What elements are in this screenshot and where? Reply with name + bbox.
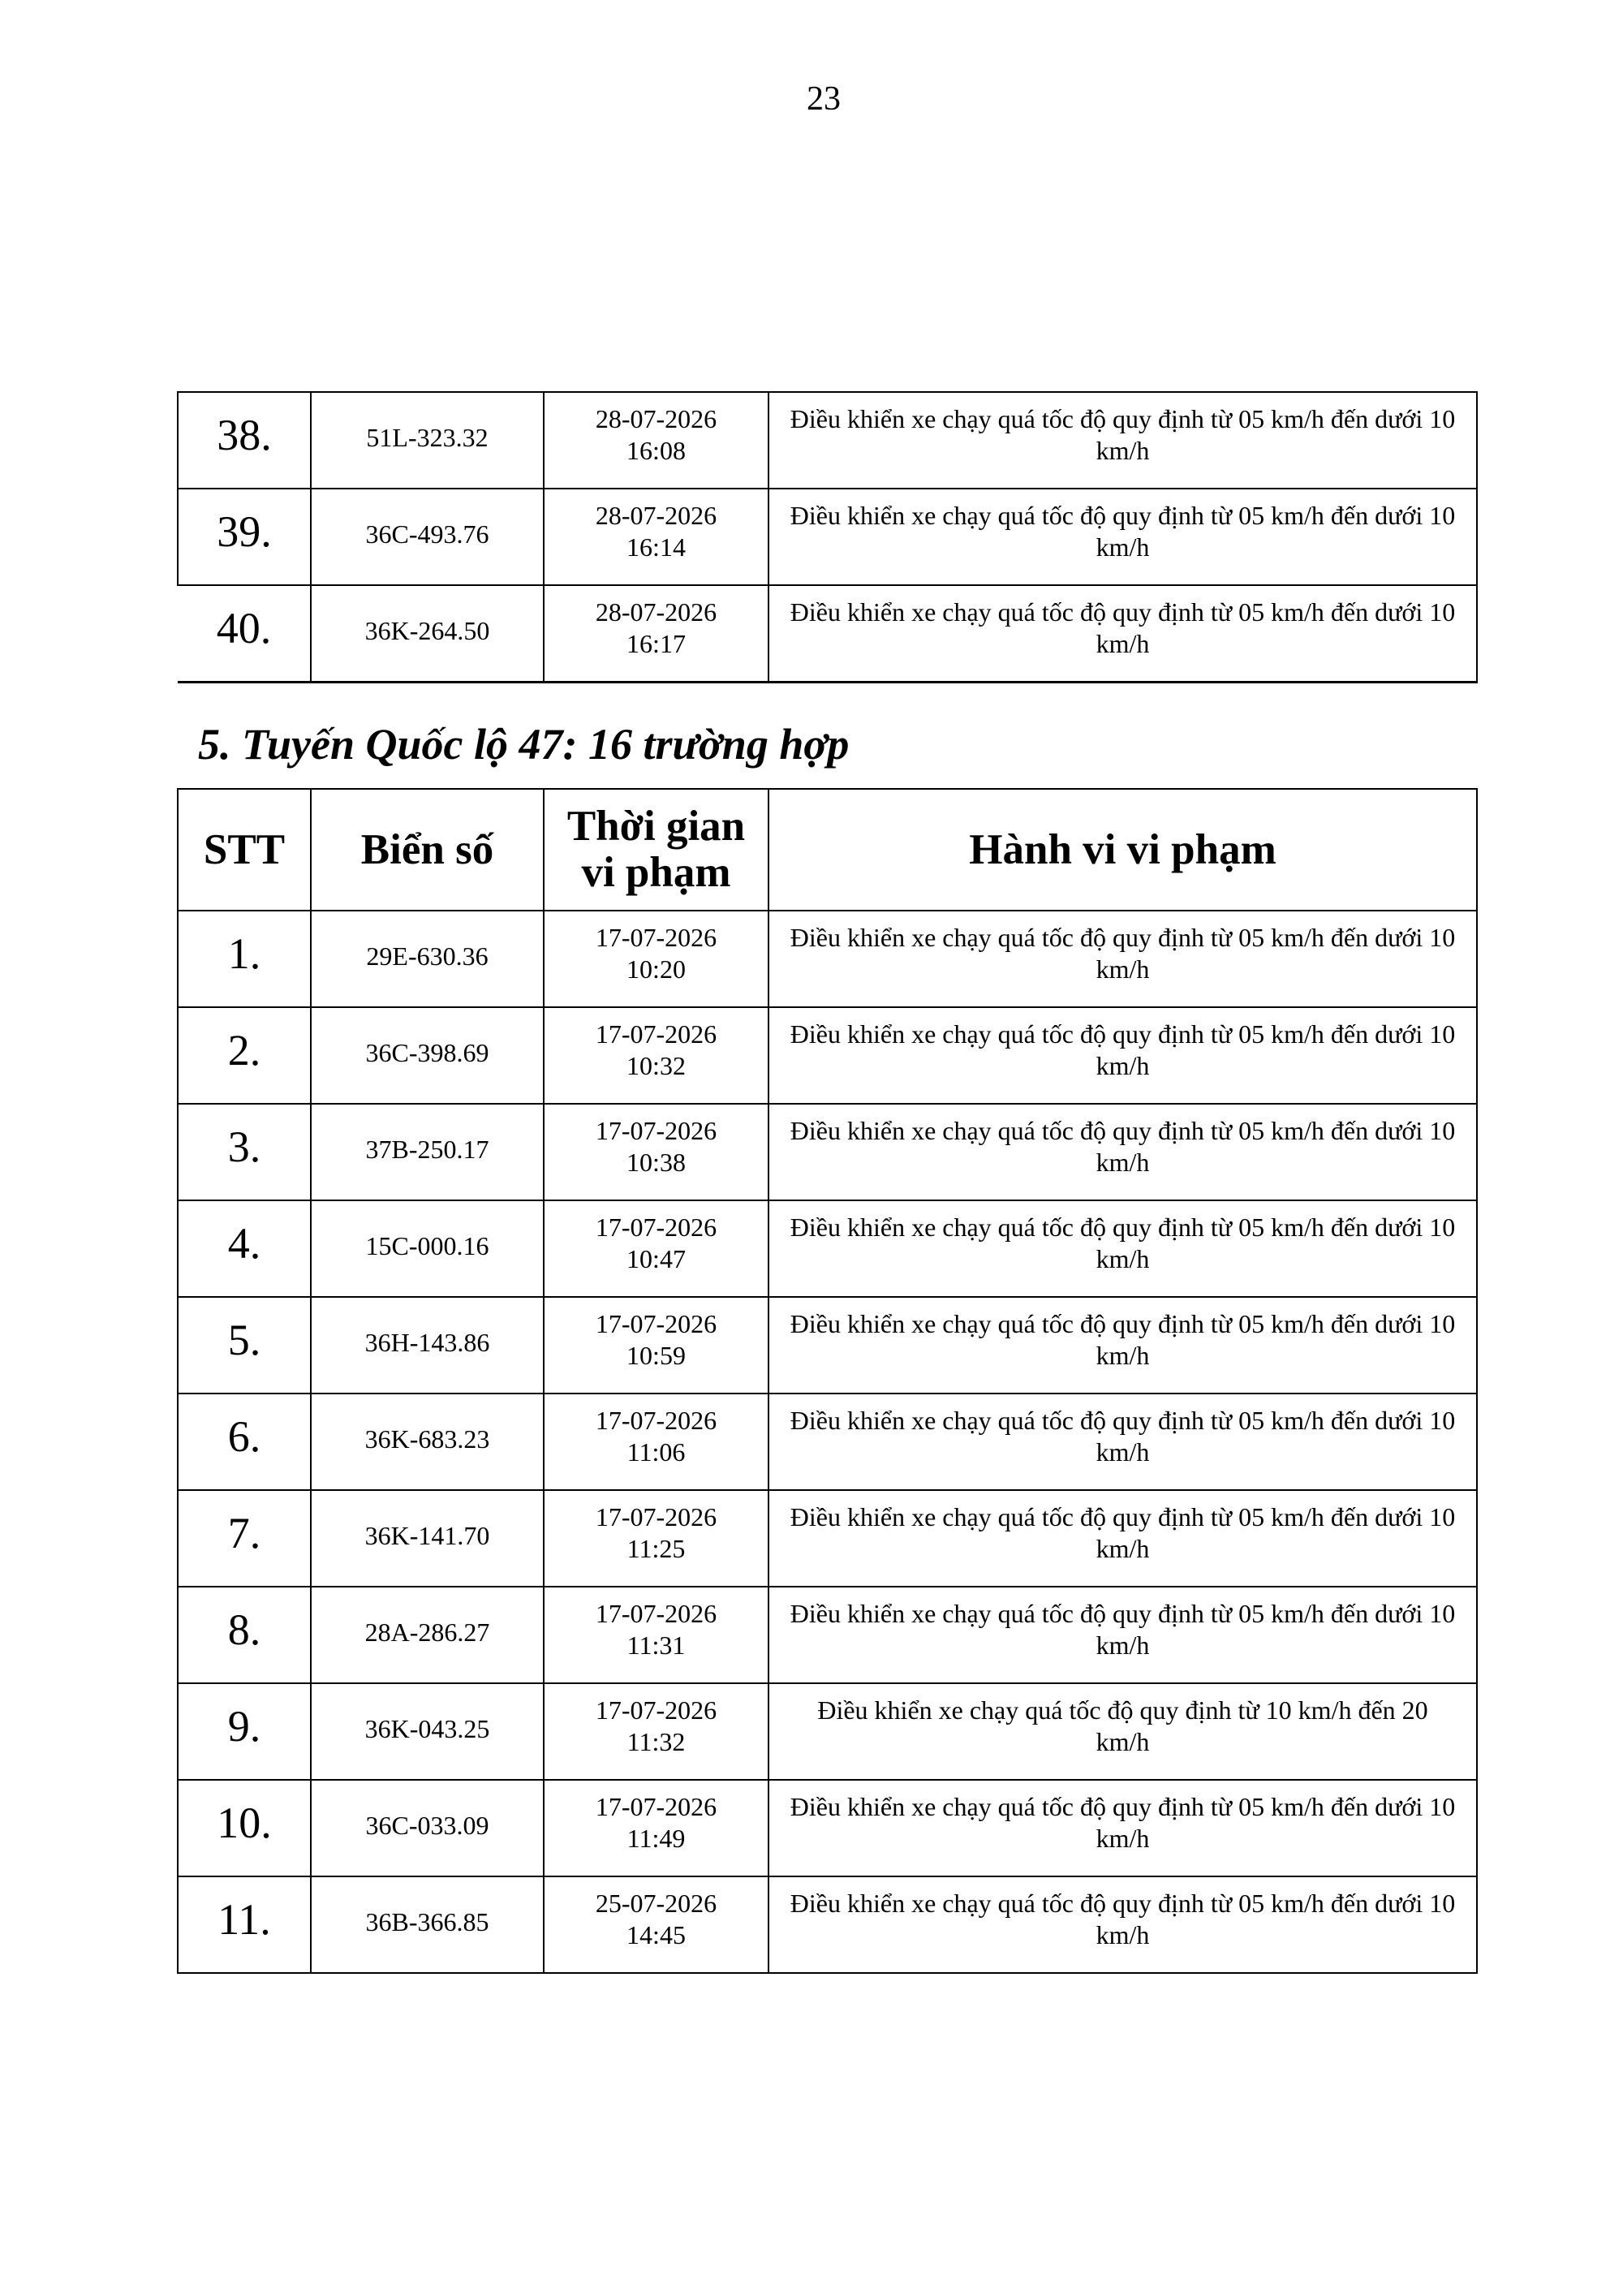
row-plate: 37B-250.17 [311, 1104, 544, 1200]
row-behavior: Điều khiển xe chạy quá tốc độ quy định từ 05 km/h đến dưới 10 km/h [768, 1394, 1477, 1490]
row-time [544, 489, 768, 585]
page-number: 23 [807, 80, 841, 118]
row-behavior: Điều khiển xe chạy quá tốc độ quy định từ 05 km/h đến dưới 10 km/h [768, 489, 1477, 585]
row-behavior: Điều khiển xe chạy quá tốc độ quy định từ 05 km/h đến dưới 10 km/h [768, 1200, 1477, 1297]
row-stt: 4. [178, 1200, 311, 1297]
row-behavior: Điều khiển xe chạy quá tốc độ quy định từ 05 km/h đến dưới 10 km/h [768, 911, 1477, 1007]
row-time [544, 1104, 768, 1200]
row-date: 17-07-2026 [595, 1115, 717, 1145]
table-row [178, 1780, 1477, 1876]
header-plate: Biển số [311, 789, 544, 911]
table-row [178, 1200, 1477, 1297]
table-row [178, 1104, 1477, 1200]
row-clock-time: 16:14 [626, 532, 686, 562]
violations-table-continued [177, 391, 1478, 683]
row-stt: 39. [178, 489, 311, 585]
row-stt: 9. [178, 1683, 311, 1780]
row-date: 17-07-2026 [595, 1019, 717, 1049]
row-plate: 36K-264.50 [311, 585, 544, 683]
row-stt: 2. [178, 1007, 311, 1104]
row-behavior: Điều khiển xe chạy quá tốc độ quy định từ 05 km/h đến dưới 10 km/h [768, 392, 1477, 489]
row-date: 25-07-2026 [595, 1888, 717, 1918]
table-row [178, 392, 1477, 489]
row-plate: 36H-143.86 [311, 1297, 544, 1394]
row-clock-time: 16:08 [626, 435, 686, 465]
row-behavior: Điều khiển xe chạy quá tốc độ quy định từ 10 km/h đến 20 km/h [768, 1683, 1477, 1780]
table-header-row [178, 789, 1477, 911]
row-plate: 36K-683.23 [311, 1394, 544, 1490]
row-plate: 51L-323.32 [311, 392, 544, 489]
row-clock-time: 14:45 [626, 1919, 686, 1949]
row-time [544, 1876, 768, 1973]
row-behavior: Điều khiển xe chạy quá tốc độ quy định từ 05 km/h đến dưới 10 km/h [768, 1587, 1477, 1683]
table-row [178, 911, 1477, 1007]
row-plate: 36B-366.85 [311, 1876, 544, 1973]
table-row [178, 585, 1477, 683]
row-time [544, 392, 768, 489]
row-clock-time: 16:17 [626, 628, 686, 658]
row-date: 17-07-2026 [595, 1598, 717, 1628]
row-clock-time: 11:06 [626, 1437, 686, 1467]
row-clock-time: 10:47 [626, 1243, 686, 1273]
row-clock-time: 11:49 [626, 1823, 686, 1853]
table-body [178, 911, 1477, 1973]
row-clock-time: 10:32 [626, 1050, 686, 1080]
row-date: 17-07-2026 [595, 1308, 717, 1338]
row-time [544, 585, 768, 683]
row-stt: 3. [178, 1104, 311, 1200]
row-behavior: Điều khiển xe chạy quá tốc độ quy định từ 05 km/h đến dưới 10 km/h [768, 1876, 1477, 1973]
header-time-line2: vi phạm [581, 849, 731, 896]
row-date: 17-07-2026 [595, 1791, 717, 1821]
table-row [178, 1394, 1477, 1490]
row-behavior: Điều khiển xe chạy quá tốc độ quy định từ 05 km/h đến dưới 10 km/h [768, 585, 1477, 683]
row-time [544, 1394, 768, 1490]
violations-table [177, 788, 1478, 1974]
table-row [178, 1683, 1477, 1780]
header-stt: STT [178, 789, 311, 911]
row-date: 28-07-2026 [595, 500, 717, 530]
row-date: 28-07-2026 [595, 597, 717, 627]
row-plate: 36C-033.09 [311, 1780, 544, 1876]
row-stt: 40. [178, 585, 311, 683]
table-row [178, 1297, 1477, 1394]
row-plate: 36C-398.69 [311, 1007, 544, 1104]
table-row [178, 1587, 1477, 1683]
row-behavior: Điều khiển xe chạy quá tốc độ quy định từ 05 km/h đến dưới 10 km/h [768, 1007, 1477, 1104]
row-date: 17-07-2026 [595, 1212, 717, 1242]
row-stt: 7. [178, 1490, 311, 1587]
row-plate: 15C-000.16 [311, 1200, 544, 1297]
row-stt: 38. [178, 392, 311, 489]
row-behavior: Điều khiển xe chạy quá tốc độ quy định từ 05 km/h đến dưới 10 km/h [768, 1490, 1477, 1587]
row-stt: 8. [178, 1587, 311, 1683]
row-date: 17-07-2026 [595, 1405, 717, 1435]
row-plate: 36C-493.76 [311, 489, 544, 585]
row-stt: 1. [178, 911, 311, 1007]
row-time [544, 1683, 768, 1780]
header-behavior: Hành vi vi phạm [768, 789, 1477, 911]
row-date: 17-07-2026 [595, 922, 717, 952]
row-stt: 5. [178, 1297, 311, 1394]
row-clock-time: 10:59 [626, 1340, 686, 1370]
row-clock-time: 11:32 [626, 1726, 686, 1756]
row-plate: 29E-630.36 [311, 911, 544, 1007]
row-plate: 36K-043.25 [311, 1683, 544, 1780]
section-heading: 5. Tuyến Quốc lộ 47: 16 trường hợp [198, 720, 850, 769]
table-row [178, 1876, 1477, 1973]
row-plate: 36K-141.70 [311, 1490, 544, 1587]
row-plate: 28A-286.27 [311, 1587, 544, 1683]
row-stt: 6. [178, 1394, 311, 1490]
row-behavior: Điều khiển xe chạy quá tốc độ quy định từ 05 km/h đến dưới 10 km/h [768, 1780, 1477, 1876]
row-time [544, 1490, 768, 1587]
table-row [178, 489, 1477, 585]
row-stt: 10. [178, 1780, 311, 1876]
row-time [544, 1297, 768, 1394]
row-behavior: Điều khiển xe chạy quá tốc độ quy định từ 05 km/h đến dưới 10 km/h [768, 1297, 1477, 1394]
header-time-line1: Thời gian [566, 803, 746, 850]
row-date: 17-07-2026 [595, 1501, 717, 1531]
row-clock-time: 11:25 [626, 1533, 686, 1563]
table-row [178, 1490, 1477, 1587]
table-row [178, 1007, 1477, 1104]
row-time [544, 1587, 768, 1683]
row-date: 17-07-2026 [595, 1695, 717, 1725]
row-time [544, 911, 768, 1007]
continued-table-body [178, 392, 1477, 683]
row-time [544, 1200, 768, 1297]
row-clock-time: 10:20 [626, 954, 686, 984]
header-time [544, 789, 768, 911]
row-clock-time: 11:31 [626, 1630, 686, 1660]
row-behavior: Điều khiển xe chạy quá tốc độ quy định từ 05 km/h đến dưới 10 km/h [768, 1104, 1477, 1200]
row-time [544, 1780, 768, 1876]
row-date: 28-07-2026 [595, 403, 717, 433]
row-stt: 11. [178, 1876, 311, 1973]
row-time [544, 1007, 768, 1104]
row-clock-time: 10:38 [626, 1147, 686, 1177]
